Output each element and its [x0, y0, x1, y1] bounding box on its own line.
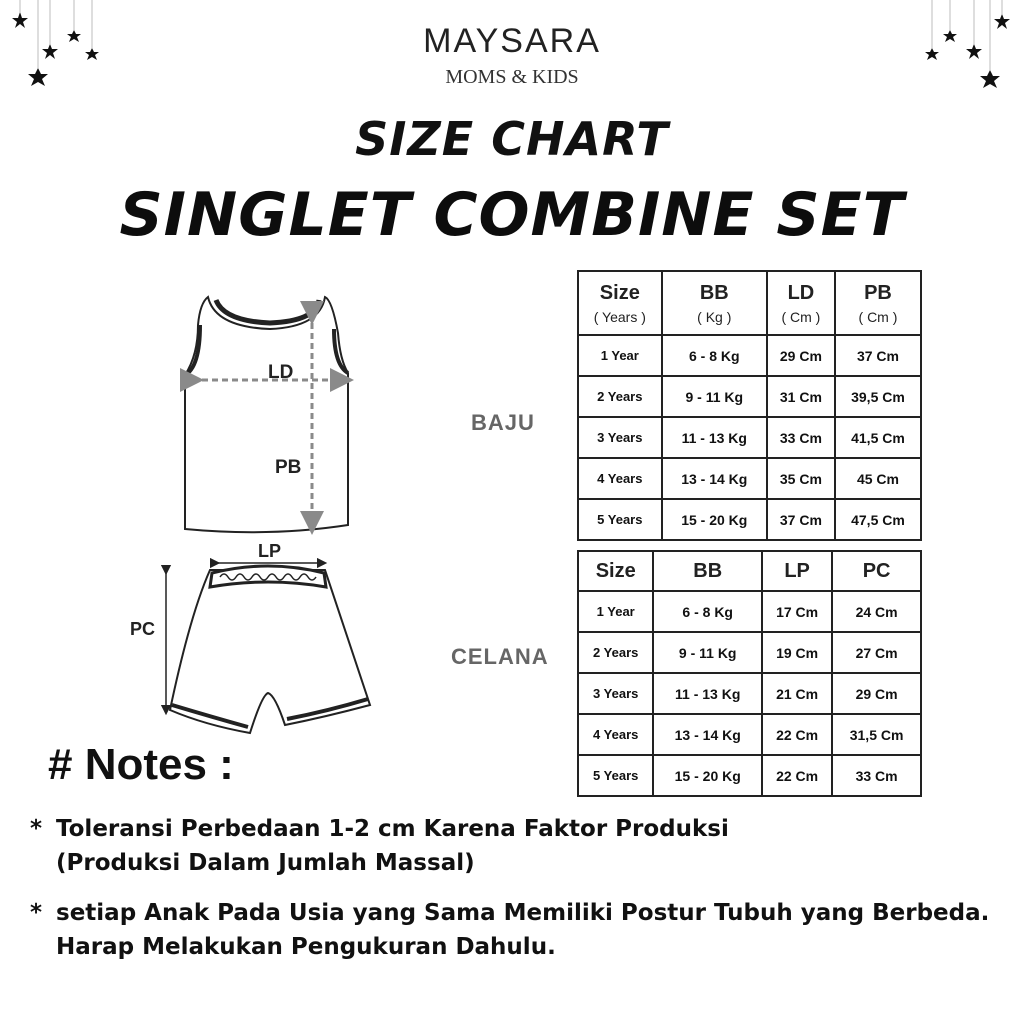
table-cell: 41,5 Cm	[835, 417, 921, 458]
table-header-row	[578, 271, 921, 335]
note-text: (Produksi Dalam Jumlah Massal)	[56, 850, 475, 876]
lp-label: LP	[258, 541, 282, 561]
table-cell: 31 Cm	[767, 376, 835, 417]
table-cell: 37 Cm	[835, 335, 921, 376]
table-row	[578, 591, 921, 632]
table-cell: 1 Year	[578, 335, 662, 376]
garment-illustration	[120, 285, 460, 750]
table-header: Size ( Years )	[578, 271, 662, 335]
table-cell: 6 - 8 Kg	[662, 335, 767, 376]
table-cell: 39,5 Cm	[835, 376, 921, 417]
table-row	[578, 499, 921, 540]
table-cell: 31,5 Cm	[832, 714, 921, 755]
note-text: Harap Melakukan Pengukuran Dahulu.	[56, 934, 556, 960]
table-cell: 33 Cm	[767, 417, 835, 458]
section-label-celana: CELANA	[451, 644, 549, 669]
table-cell: 4 Years	[578, 458, 662, 499]
pc-label: PC	[130, 619, 156, 639]
table-header: LP	[762, 551, 832, 591]
note-item	[30, 812, 1010, 880]
table-row	[578, 632, 921, 673]
table-cell: 24 Cm	[832, 591, 921, 632]
note-text: setiap Anak Pada Usia yang Sama Memiliki Postur Tubuh yang Berbeda.	[56, 900, 990, 926]
table-header: BB	[653, 551, 762, 591]
note-bullet: *	[30, 816, 43, 842]
note-text: Toleransi Perbedaan 1-2 cm Karena Faktor Produksi	[56, 816, 729, 842]
size-table-baju	[577, 270, 922, 541]
table-cell: 2 Years	[578, 632, 653, 673]
table-cell: 9 - 11 Kg	[653, 632, 762, 673]
table-cell: 22 Cm	[762, 714, 832, 755]
table-cell: 5 Years	[578, 755, 653, 796]
brand-name: MAYSARA	[423, 22, 601, 60]
page-title: SIZE CHART	[355, 112, 669, 166]
shorts-icon	[170, 566, 370, 733]
table-cell: 11 - 13 Kg	[662, 417, 767, 458]
table-cell: 15 - 20 Kg	[662, 499, 767, 540]
table-row	[578, 673, 921, 714]
table-cell: 19 Cm	[762, 632, 832, 673]
table-row	[578, 714, 921, 755]
notes-title: # Notes :	[48, 740, 234, 789]
table-cell: 45 Cm	[835, 458, 921, 499]
table-header: BB ( Kg )	[662, 271, 767, 335]
table-row	[578, 376, 921, 417]
table-row	[578, 417, 921, 458]
section-label-baju: BAJU	[471, 410, 535, 435]
table-header: LD ( Cm )	[767, 271, 835, 335]
table-cell: 11 - 13 Kg	[653, 673, 762, 714]
table-cell: 5 Years	[578, 499, 662, 540]
pb-label: PB	[275, 457, 302, 478]
singlet-icon	[185, 297, 348, 532]
table-cell: 1 Year	[578, 591, 653, 632]
table-cell: 47,5 Cm	[835, 499, 921, 540]
table-cell: 13 - 14 Kg	[653, 714, 762, 755]
table-cell: 35 Cm	[767, 458, 835, 499]
size-table-celana	[577, 550, 922, 797]
table-cell: 17 Cm	[762, 591, 832, 632]
note-item	[30, 896, 1020, 964]
table-cell: 13 - 14 Kg	[662, 458, 767, 499]
table-row	[578, 458, 921, 499]
table-header: Size	[578, 551, 653, 591]
table-cell: 29 Cm	[767, 335, 835, 376]
table-cell: 4 Years	[578, 714, 653, 755]
table-cell: 9 - 11 Kg	[662, 376, 767, 417]
table-cell: 33 Cm	[832, 755, 921, 796]
table-cell: 21 Cm	[762, 673, 832, 714]
table-cell: 22 Cm	[762, 755, 832, 796]
table-cell: 29 Cm	[832, 673, 921, 714]
table-header-row	[578, 551, 921, 591]
table-cell: 15 - 20 Kg	[653, 755, 762, 796]
table-header: PB ( Cm )	[835, 271, 921, 335]
table-cell: 27 Cm	[832, 632, 921, 673]
table-cell: 3 Years	[578, 673, 653, 714]
table-cell: 2 Years	[578, 376, 662, 417]
table-cell: 6 - 8 Kg	[653, 591, 762, 632]
note-bullet: *	[30, 900, 43, 926]
table-row	[578, 335, 921, 376]
table-header: PC	[832, 551, 921, 591]
ld-label: LD	[268, 362, 294, 383]
table-cell: 37 Cm	[767, 499, 835, 540]
product-title: SINGLET COMBINE SET	[119, 180, 905, 250]
table-cell: 3 Years	[578, 417, 662, 458]
brand-subtitle: MOMS & KIDS	[445, 66, 579, 88]
table-row	[578, 755, 921, 796]
